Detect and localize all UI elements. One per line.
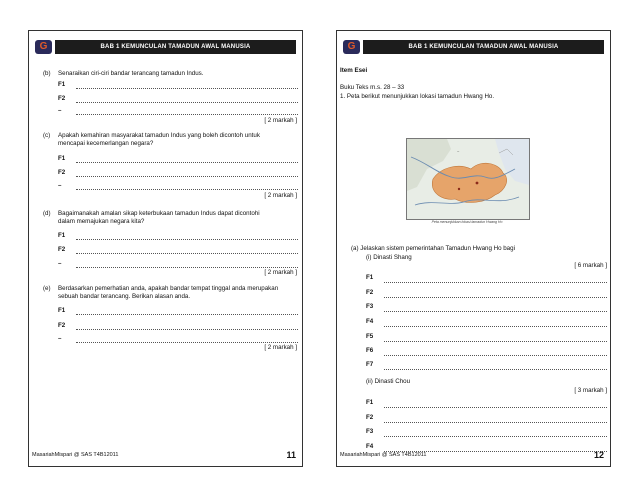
page-number: 12 (593, 450, 604, 460)
school-logo-icon: G (35, 40, 52, 54)
answer-line[interactable] (76, 114, 298, 115)
answer-line[interactable] (384, 436, 607, 437)
answer-label: F2 (58, 95, 66, 102)
page-number: 11 (286, 450, 296, 460)
answer-label: F2 (58, 322, 66, 329)
answer-label: F1 (366, 399, 374, 406)
answer-line[interactable] (384, 355, 607, 356)
footer-text: MasariahMispari @ SAS T4B12011 (32, 452, 119, 458)
footer-text: MasariahMispari @ SAS T4B12011 (340, 452, 427, 458)
answer-label: F6 (366, 347, 374, 354)
school-logo-icon: G (343, 40, 360, 54)
question-e-label: (e) (43, 285, 51, 292)
answer-line[interactable] (76, 342, 298, 343)
answer-line[interactable] (76, 314, 298, 315)
svg-text:~: ~ (457, 149, 460, 154)
question-d-label: (d) (43, 210, 51, 217)
answer-line[interactable] (76, 88, 298, 89)
answer-label: F1 (58, 307, 66, 314)
question-c-text: Apakah kemahiran masyarakat tamadun Indus yang boleh dicontoh untuk mencapai kecemerlangan negara? (58, 132, 260, 147)
answer-label: F4 (366, 318, 374, 325)
answer-label: F2 (366, 289, 374, 296)
answer-label: F5 (366, 333, 374, 340)
page-left (28, 30, 303, 467)
answer-label: F2 (58, 169, 66, 176)
chapter-title: BAB 1 KEMUNCULAN TAMADUN AWAL MANUSIA (363, 40, 604, 54)
question-c-label: (c) (43, 132, 51, 139)
answer-line[interactable] (76, 329, 298, 330)
answer-label: F2 (58, 246, 66, 253)
answer-label: F4 (366, 443, 374, 450)
question-e-text: Berdasarkan pemerhatian anda, apakah bandar tempat tinggal anda merupakan sebuah bandar terancang. Berikan alasan anda. (58, 285, 279, 300)
answer-label: F3 (366, 303, 374, 310)
page-right (336, 30, 611, 467)
answer-label: F1 (58, 81, 66, 88)
answer-line[interactable] (384, 282, 607, 283)
marks-label: [ 2 markah ] (264, 344, 297, 351)
answer-line[interactable] (76, 176, 298, 177)
section-title: Item Esei (340, 67, 368, 74)
marks-label: [ 2 markah ] (264, 192, 297, 199)
answer-label: F1 (58, 155, 66, 162)
answer-label: F7 (366, 361, 374, 368)
question-a-text: (a) Jelaskan sistem pemerintahan Tamadun Hwang Ho bagi (351, 245, 515, 252)
answer-line[interactable] (384, 369, 607, 370)
answer-line[interactable] (384, 326, 607, 327)
marks-label: [ 2 markah ] (264, 117, 297, 124)
answer-line[interactable] (384, 297, 607, 298)
page-header (35, 40, 296, 54)
answer-label: F1 (58, 232, 66, 239)
question-b-label: (b) (43, 70, 51, 77)
answer-line[interactable] (384, 341, 607, 342)
answer-line[interactable] (76, 239, 298, 240)
marks-label: [ 3 markah ] (574, 387, 607, 394)
answer-line[interactable] (384, 422, 607, 423)
sub-question-ii: (ii) Dinasti Chou (366, 378, 411, 385)
answer-line[interactable] (76, 189, 298, 190)
marks-label: [ 2 markah ] (264, 269, 297, 276)
question-1-text: 1. Peta berikut menunjukkan lokasi tamadun Hwang Ho. (340, 93, 495, 100)
answer-label: – (58, 182, 62, 189)
sub-question-i: (i) Dinasti Shang (366, 254, 412, 261)
answer-label: F2 (366, 414, 374, 421)
page-header (343, 40, 604, 54)
chapter-title: BAB 1 KEMUNCULAN TAMADUN AWAL MANUSIA (55, 40, 296, 54)
marks-label: [ 6 markah ] (574, 262, 607, 269)
answer-label: F3 (366, 428, 374, 435)
hwang-ho-map (406, 138, 530, 220)
answer-line[interactable] (76, 162, 298, 163)
textbook-reference: Buku Teks m.s. 28 – 33 (340, 84, 405, 91)
answer-label: – (58, 260, 62, 267)
answer-label: F1 (366, 274, 374, 281)
answer-line[interactable] (76, 102, 298, 103)
answer-line[interactable] (384, 311, 607, 312)
question-b-text: Senaraikan ciri-ciri bandar terancang tamadun Indus. (58, 70, 204, 77)
answer-line[interactable] (384, 407, 607, 408)
answer-line[interactable] (76, 267, 298, 268)
answer-line[interactable] (76, 253, 298, 254)
answer-label: – (58, 107, 62, 114)
map-caption: Peta menunjukkan lokasi tamadun Hwang Ho (431, 220, 503, 224)
answer-label: – (58, 335, 62, 342)
question-d-text: Bagaimanakah amalan sikap keterbukaan tamadun Indus dapat dicontohi dalam memajukan negara kita? (58, 210, 260, 225)
